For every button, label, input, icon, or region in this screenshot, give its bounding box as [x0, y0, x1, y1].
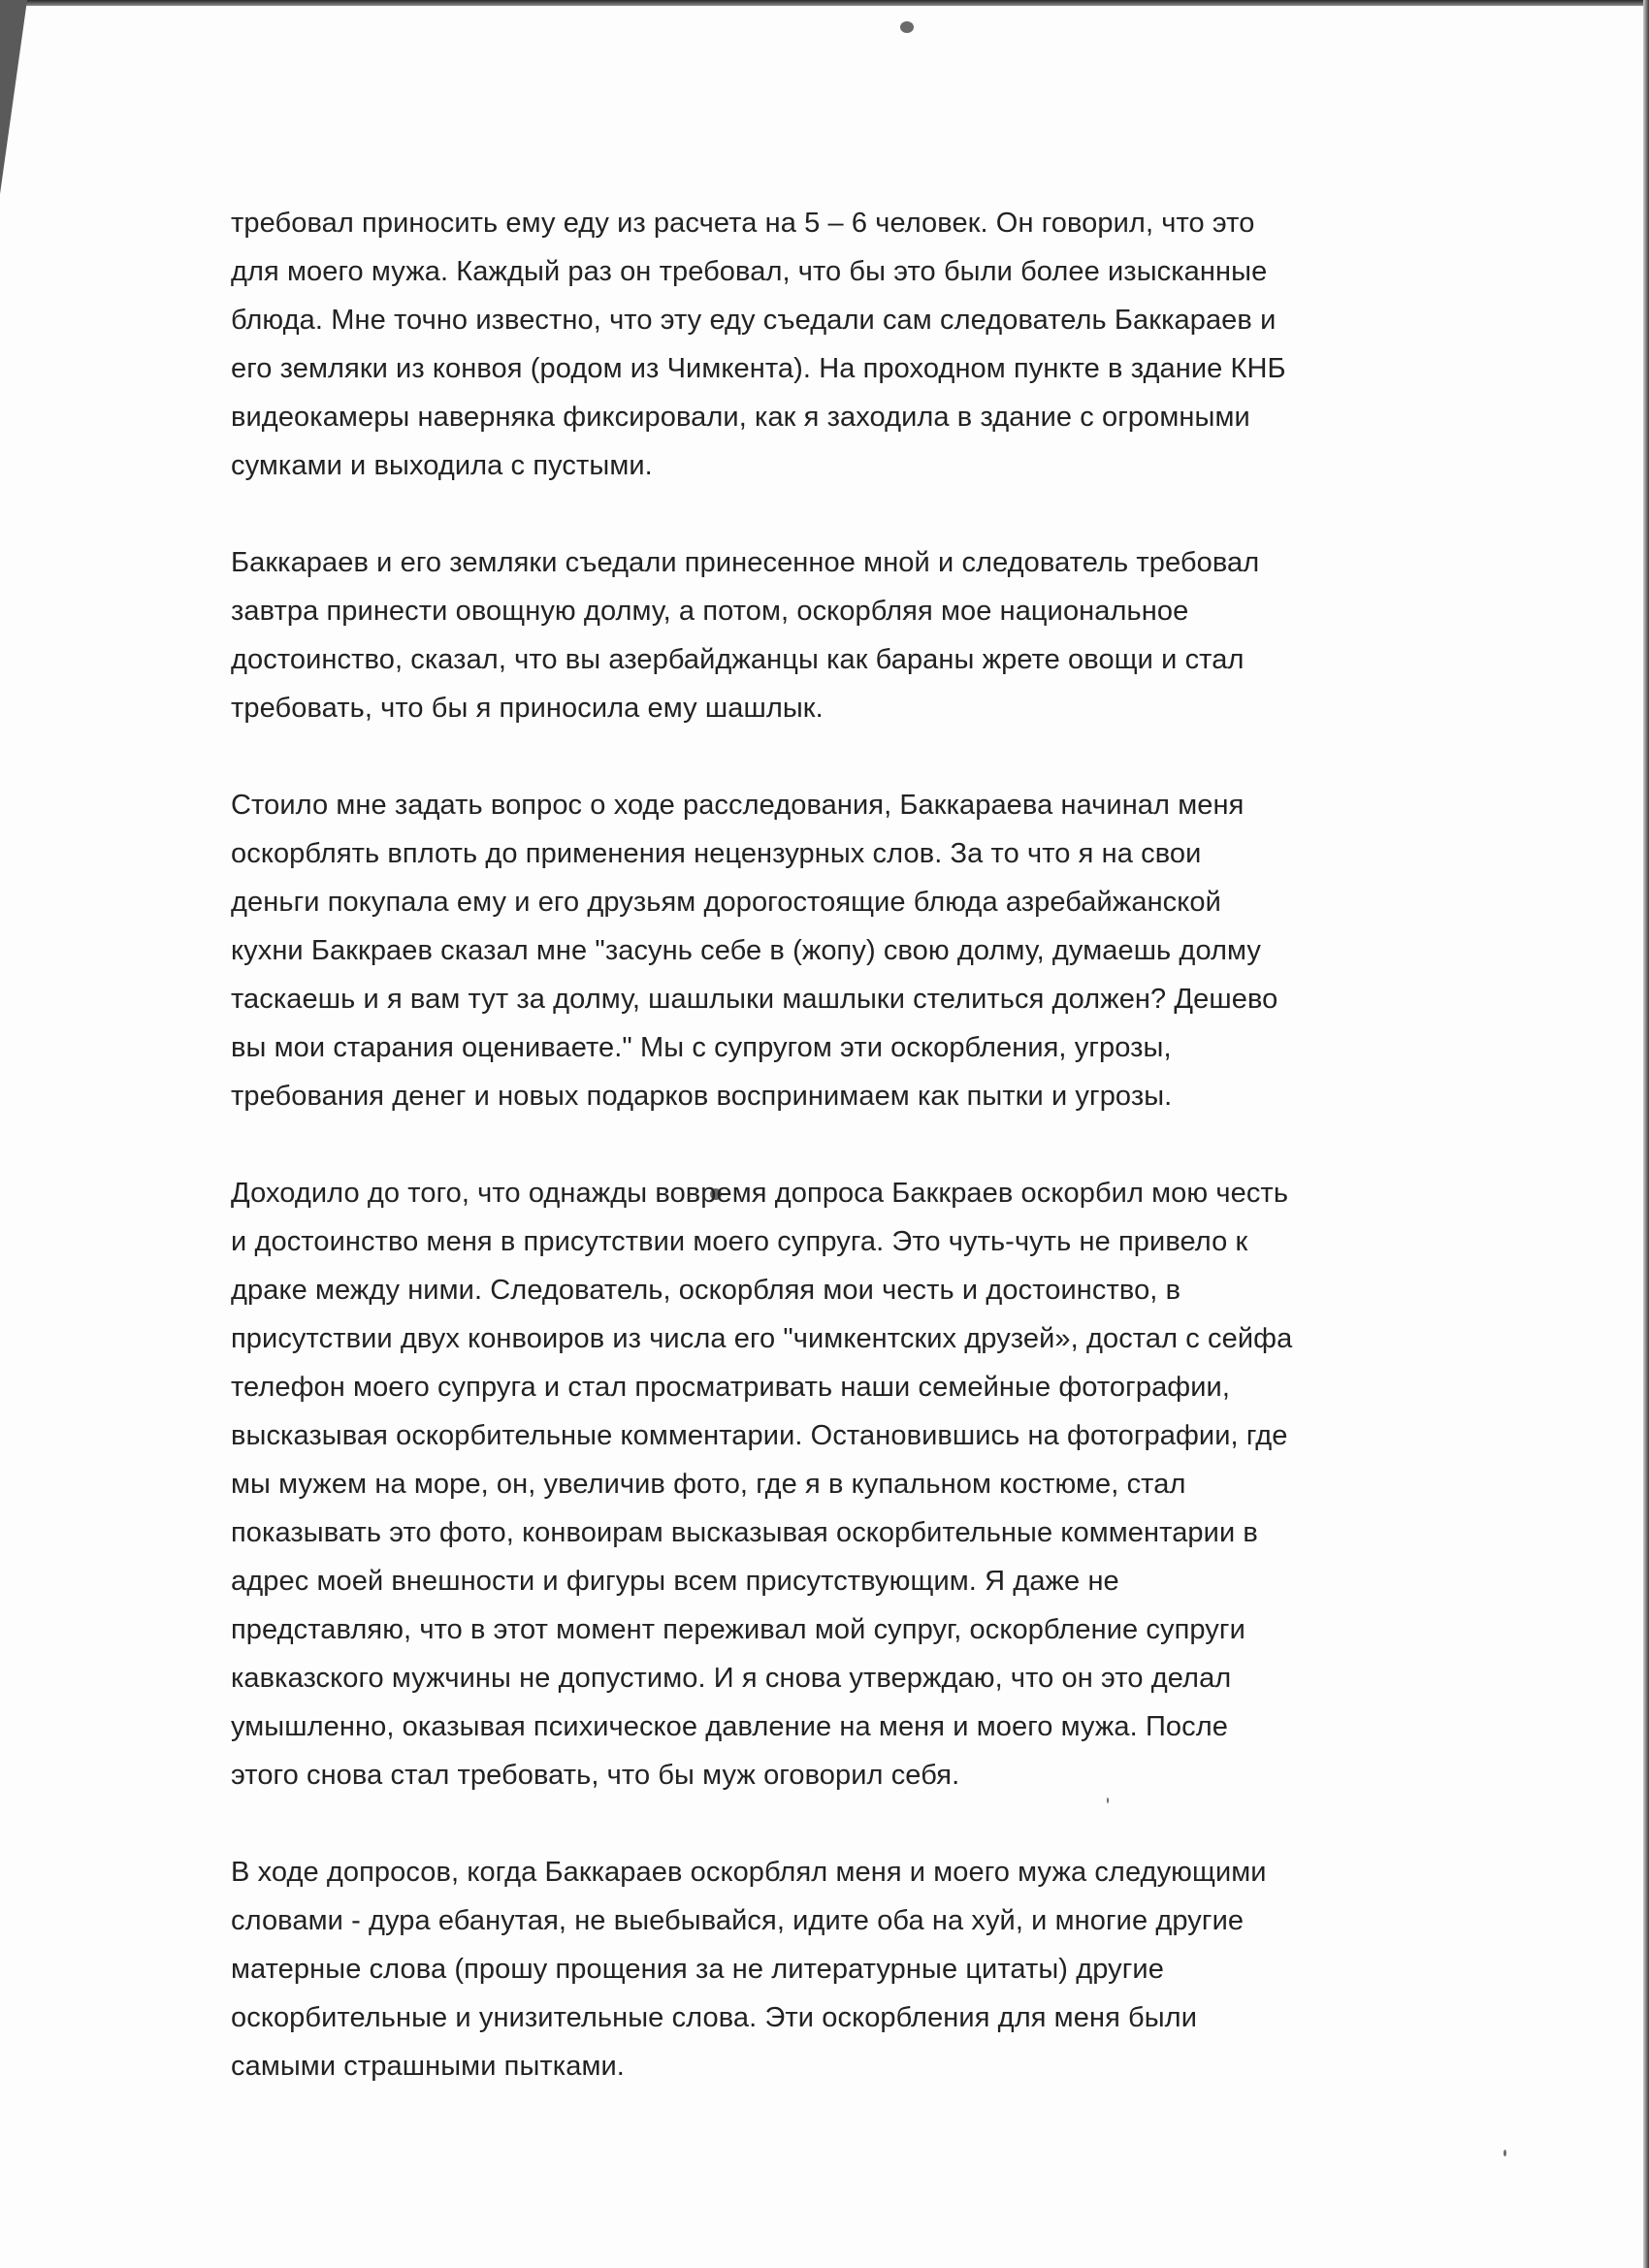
paragraph	[231, 1169, 1395, 1799]
text-line: В ходе допросов, когда Баккараев оскорблял меня и моего мужа следующими	[231, 1857, 1267, 1888]
scan-top-edge	[0, 0, 1649, 6]
text-line: блюда. Мне точно известно, что эту еду съедали сам следователь Баккараев и	[231, 305, 1277, 336]
text-line: и достоинство меня в присутствии моего супруга. Это чуть-чуть не привело к	[231, 1226, 1248, 1257]
text-line: представляю, что в этот момент переживал мой супруг, оскорбление супруги	[231, 1614, 1245, 1645]
text-line: его земляки из конвоя (родом из Чимкента). На проходном пункте в здание КНБ	[231, 353, 1286, 384]
text-line: кавказского мужчины не допустимо. И я снова утверждаю, что он это делал	[231, 1663, 1232, 1694]
text-line: Доходило до того, что однажды вовремя допроса Баккраев оскорбил мою честь	[231, 1178, 1289, 1209]
text-line: деньги покупала ему и его друзьям дорогостоящие блюда азребайжанской	[231, 887, 1221, 918]
text-line: адрес моей внешности и фигуры всем присутствующим. Я даже не	[231, 1566, 1119, 1597]
text-line: телефон моего супруга и стал просматривать наши семейные фотографии,	[231, 1372, 1231, 1403]
text-line: требовал приносить ему еду из расчета на 5 – 6 человек. Он говорил, что это	[231, 208, 1255, 239]
text-line: Баккараев и его земляки съедали принесенное мной и следователь требовал	[231, 547, 1260, 578]
text-line: оскорблять вплоть до применения нецензурных слов. За то что я на свои	[231, 838, 1202, 869]
text-line: требования денег и новых подарков воспринимаем как пытки и угрозы.	[231, 1081, 1173, 1112]
text-line: для моего мужа. Каждый раз он требовал, что бы это были более изысканные	[231, 256, 1268, 287]
text-line: этого снова стал требовать, что бы муж оговорил себя.	[231, 1760, 960, 1791]
scan-speck	[1504, 2150, 1506, 2156]
text-line: таскаешь и я вам тут за долму, шашлыки машлыки стелиться должен? Дешево	[231, 984, 1278, 1015]
text-line: завтра принести овощную долму, а потом, оскорбляя мое национальное	[231, 596, 1189, 627]
text-line: показывать это фото, конвоирам высказывая оскорбительные комментарии в	[231, 1517, 1258, 1548]
text-line: требовать, что бы я приносила ему шашлык.	[231, 693, 824, 724]
document-body	[231, 199, 1395, 2139]
text-line: словами - дура ебанутая, не выебывайся, идите оба на хуй, и многие другие	[231, 1905, 1245, 1936]
text-line: оскорбительные и унизительные слова. Эти оскорбления для меня были	[231, 2002, 1197, 2033]
text-line: матерные слова (прошу прощения за не литературные цитаты) другие	[231, 1954, 1164, 1985]
text-line: присутствии двух конвоиров из числа его "чимкентских друзей», достал с сейфа	[231, 1323, 1293, 1354]
text-line: кухни Баккраев сказал мне "засунь себе в (жопу) свою долму, думаешь долму	[231, 935, 1262, 966]
paragraph	[231, 1848, 1395, 2090]
text-line: вы мои старания оцениваете." Мы с супругом эти оскорбления, угрозы,	[231, 1032, 1172, 1063]
text-line: мы мужем на море, он, увеличив фото, где я в купальном костюме, стал	[231, 1469, 1186, 1500]
text-line: умышленно, оказывая психическое давление на меня и моего мужа. После	[231, 1711, 1228, 1742]
text-line: достоинство, сказал, что вы азербайджанцы как бараны жрете овощи и стал	[231, 644, 1245, 675]
text-line: драке между ними. Следователь, оскорбляя мои честь и достоинство, в	[231, 1275, 1181, 1306]
paragraph	[231, 781, 1395, 1120]
scan-corner-shadow	[0, 0, 27, 194]
scan-right-edge	[1643, 0, 1649, 2268]
paragraph	[231, 538, 1395, 732]
text-line: Стоило мне задать вопрос о ходе расследования, Баккараева начинал меня	[231, 790, 1245, 821]
text-line: самыми страшными пытками.	[231, 2051, 625, 2082]
text-line: высказывая оскорбительные комментарии. Остановившись на фотографии, где	[231, 1420, 1288, 1451]
scan-speck	[900, 21, 914, 33]
text-line: видеокамеры наверняка фиксировали, как я заходила в здание с огромными	[231, 402, 1250, 433]
text-line: сумками и выходила с пустыми.	[231, 450, 653, 481]
paragraph	[231, 199, 1395, 490]
